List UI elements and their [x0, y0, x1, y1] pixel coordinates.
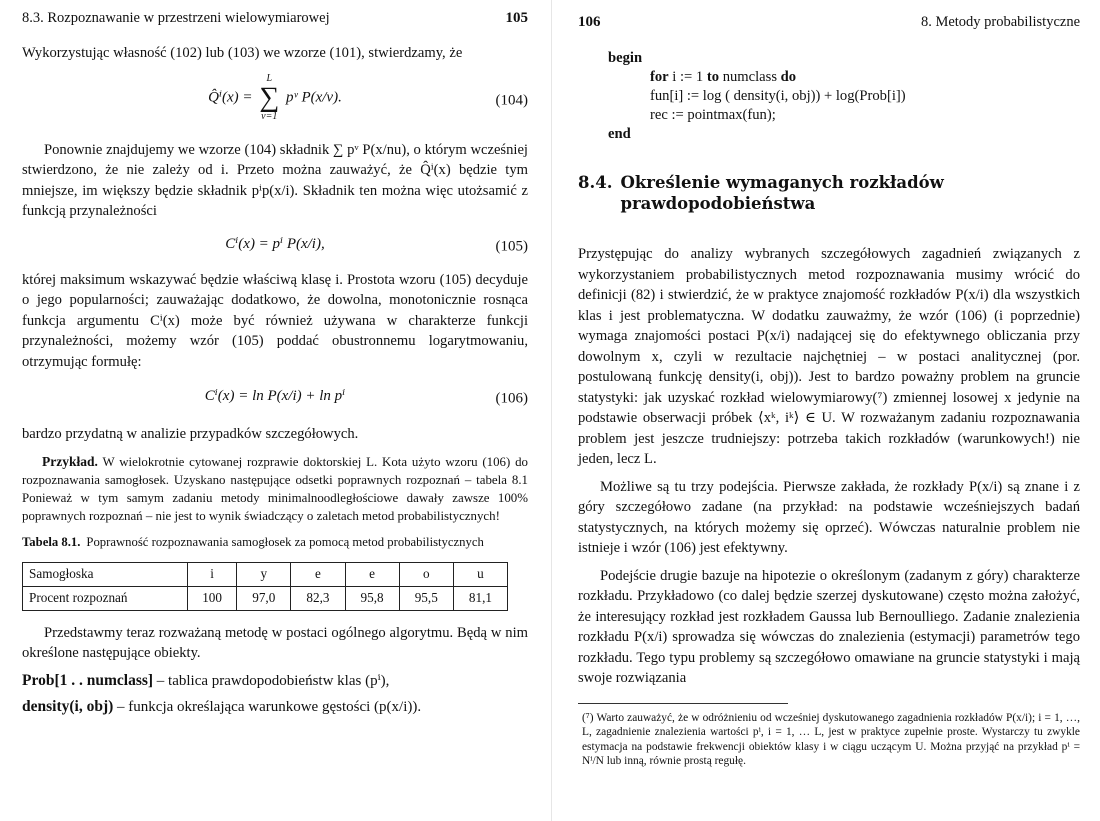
table-cell: i	[188, 562, 237, 586]
definition-density-desc: – funkcja określająca warunkowe gęstości (p(x/i)).	[113, 698, 422, 715]
section-number: 8.4.	[578, 173, 613, 192]
eq-106-text: Cⁱ(x) = ln P(x/i) + ln pⁱ	[204, 388, 346, 404]
table-cell: u	[453, 562, 507, 586]
left-paragraph-3: której maksimum wskazywać będzie właściwą klasę i. Prostota wzoru (105) decyduje o jego popularności; zauważając dodatkowo, że dowolna, monotonicznie rosnąca funkcja argumentu Cⁱ(x) może być również używana w charakterze funkcji przynależności, możemy wzór (105) poddać obustronnemu logarytmowaniu, otrzymując formułę:	[22, 271, 528, 370]
definition-density-term: density(i, obj)	[22, 697, 114, 715]
eq-104-rhs: pᵛ P(x/ν).	[286, 88, 342, 105]
definition-prob-desc: – tablica prawdopodobieństw klas (pⁱ),	[153, 672, 390, 689]
eq-105-text: Cⁱ(x) = pⁱ P(x/i),	[225, 235, 325, 252]
example-text: W wielokrotnie cytowanej rozprawie doktorskiej L. Kota użyto wzoru (106) do rozpoznawania samogłosek. Uzyskano następujące odsetki poprawnych rozpoznań – tabela 8.1 Ponieważ w tym samym zadaniu metody minimalnoodległościowe dawały zawsze 100% poprawnych rozpoznań – nie jest to wynik świadczący o zaletach metod probabilistycznych!	[22, 454, 528, 523]
sum-lower-limit: ν=1	[261, 110, 278, 122]
equation-105	[22, 234, 528, 260]
table-cell: 95,8	[345, 586, 399, 610]
table-cell: 82,3	[291, 586, 345, 610]
algo-line-fun: fun[i] := log ( density(i, obj)) + log(Prob[i])	[650, 88, 906, 104]
section-heading	[578, 172, 1080, 214]
definition-prob-term: Prob[1 . . numclass]	[22, 671, 154, 689]
algo-begin: begin	[608, 50, 643, 66]
footnote-divider	[578, 703, 788, 704]
left-paragraph-2: Ponownie znajdujemy we wzorze (104) składnik ∑ pᵛ P(x/nu), o którym wcześniej stwierdzono, że nie zależy od i. Przeto można zauważyć, że Q̂ⁱ(x) będzie tym mniejsze, im większy będzie składnik pⁱp(x/i). Składnik ten można więc utożsamić z funkcją przynależności	[22, 141, 528, 219]
table-row	[23, 586, 508, 610]
algo-do-keyword: do	[780, 69, 797, 85]
algo-end: end	[608, 126, 631, 142]
table-cell: 81,1	[453, 586, 507, 610]
left-paragraph-1: Wykorzystując własność (102) lub (103) we wzorze (101), stwierdzamy, że	[22, 45, 463, 61]
example-block	[22, 453, 528, 525]
table-cell: e	[345, 562, 399, 586]
table-cell: Samogłoska	[23, 562, 188, 586]
right-paragraph-2: Możliwe są tu trzy podejścia. Pierwsze zakłada, że rozkłady P(x/i) są znane i z góry szczegółowo zadane (na przykład: na podstawie wcześniejszych badań statystycznych, na których możemy się oprzeć). Wówczas naturalnie problem nie istnieje i wzór (106) jest efektywny.	[578, 478, 1080, 556]
equation-106	[22, 386, 528, 412]
sum-sign: ∑	[259, 81, 280, 113]
algo-for-rest: i := 1	[668, 69, 707, 85]
table-caption-label: Tabela 8.1.	[22, 534, 81, 549]
vowel-recognition-table	[22, 562, 508, 611]
algorithm-block	[608, 49, 1080, 144]
algo-line-rec: rec := pointmax(fun);	[650, 107, 776, 123]
left-paragraph-5: Przedstawmy teraz rozważaną metodę w postaci ogólnego algorytmu. Będą w nim określone następujące obiekty.	[22, 624, 528, 661]
eq-105-number: (105)	[495, 238, 528, 254]
sum-upper-limit: L	[266, 72, 273, 84]
table-cell: 95,5	[399, 586, 453, 610]
right-paragraph-3: Podejście drugie bazuje na hipotezie o określonym (zadanym z góry) charakterze rozkładu. Przykładowo (co dalej będzie szerzej dyskutowane) często można założyć, że interesujący rozkład jest rozkładem Gaussa lub Bernoulliego. Zadanie znalezienia rozkładu P(x/i) sprowadza się wówczas do znalezienia (estymacji) parametrów tego rozkładu. Tego typu problemy są szczegółowo omawiane na gruncie statystyki i mają swoje rozwiązania	[578, 567, 1080, 686]
algo-for-end: numclass	[719, 69, 781, 85]
algo-to-keyword: to	[706, 69, 720, 85]
table-cell: e	[291, 562, 345, 586]
section-title: Określenie wymaganych rozkładów prawdopodobieństwa	[620, 173, 944, 213]
left-section-title: 8.3. Rozpoznawanie w przestrzeni wielowymiarowej	[22, 10, 330, 26]
table-cell: o	[399, 562, 453, 586]
table-cell: 97,0	[237, 586, 291, 610]
right-chapter-title: 8. Metody probabilistyczne	[920, 14, 1080, 30]
left-paragraph-4: bardzo przydatną w analizie przypadków szczegółowych.	[22, 426, 359, 442]
algo-for-line	[608, 68, 1080, 87]
sum-symbol	[259, 74, 279, 122]
table-cell: Procent rozpoznań	[23, 586, 188, 610]
right-running-head	[578, 14, 1080, 31]
table-caption-text: Poprawność rozpoznawania samogłosek za pomocą metod probabilistycznych	[86, 534, 484, 549]
definition-density	[22, 696, 528, 718]
table-cell: 100	[188, 586, 237, 610]
equation-104	[22, 74, 528, 128]
table-cell: y	[237, 562, 291, 586]
eq-104-lhs: Q̂ⁱ(x) =	[208, 88, 253, 105]
left-page-number: 105	[505, 10, 528, 26]
table-caption	[22, 534, 528, 550]
right-page-number: 106	[578, 14, 601, 30]
right-page	[551, 0, 1100, 821]
definition-prob	[22, 670, 528, 692]
example-label: Przykład.	[42, 453, 98, 469]
eq-104-number: (104)	[495, 92, 528, 108]
eq-106-number: (106)	[495, 390, 528, 407]
right-paragraph-1: Przystępując do analizy wybranych szczegółowych zagadnień związanych z wykorzystaniem probabilistycznych metod rozpoznawania musimy wrócić do definicji (82) i stwierdzić, że w praktyce znajomość rozkładów P(x/i) dla wszystkich klas i jest problematyczna. W dodatku zauważmy, że wzór (106) (i poprzednie) wymaga znajomości postaci P(x/i) nadającej się do efektywnego obliczania przy dowolnym x, czyli w rezultacie najchętniej – w postaci analitycznej (por. postulowaną funkcję density(i, obj)). Jest to bardzo poważny problem na gruncie statystyki: jak uzyskać rozkład wielowymiarowy(⁷) zmiennej losowej x jedynie na podstawie obserwacji próbek ⟨xᵏ, iᵏ⟩ ∈ U. W rozważanym zadaniu rozpoznawania problem jest jeszcze trudniejszy: potrzeba takich rozkładów (warunkowych!) nie jeden, lecz L.	[578, 246, 1080, 467]
footnote-7: (⁷) Warto zauważyć, że w odróżnieniu od wcześniej dyskutowanego zagadnienia rozkładów P(x/i); i = 1, …, L, zagadnienie znalezienia wartości pⁱ, i = 1, … L, jest w praktyce zupełnie proste. Wystarczy tu zwykle estymacja na podstawie frekwencji obiektów klasy i w ciągu uczącym U. Można przyjąć na przykład pⁱ = Nⁱ/N lub inną, równie prostą regułę.	[582, 711, 1080, 767]
table-row	[23, 562, 508, 586]
algo-for-keyword: for	[650, 69, 669, 85]
left-running-head	[22, 10, 528, 27]
